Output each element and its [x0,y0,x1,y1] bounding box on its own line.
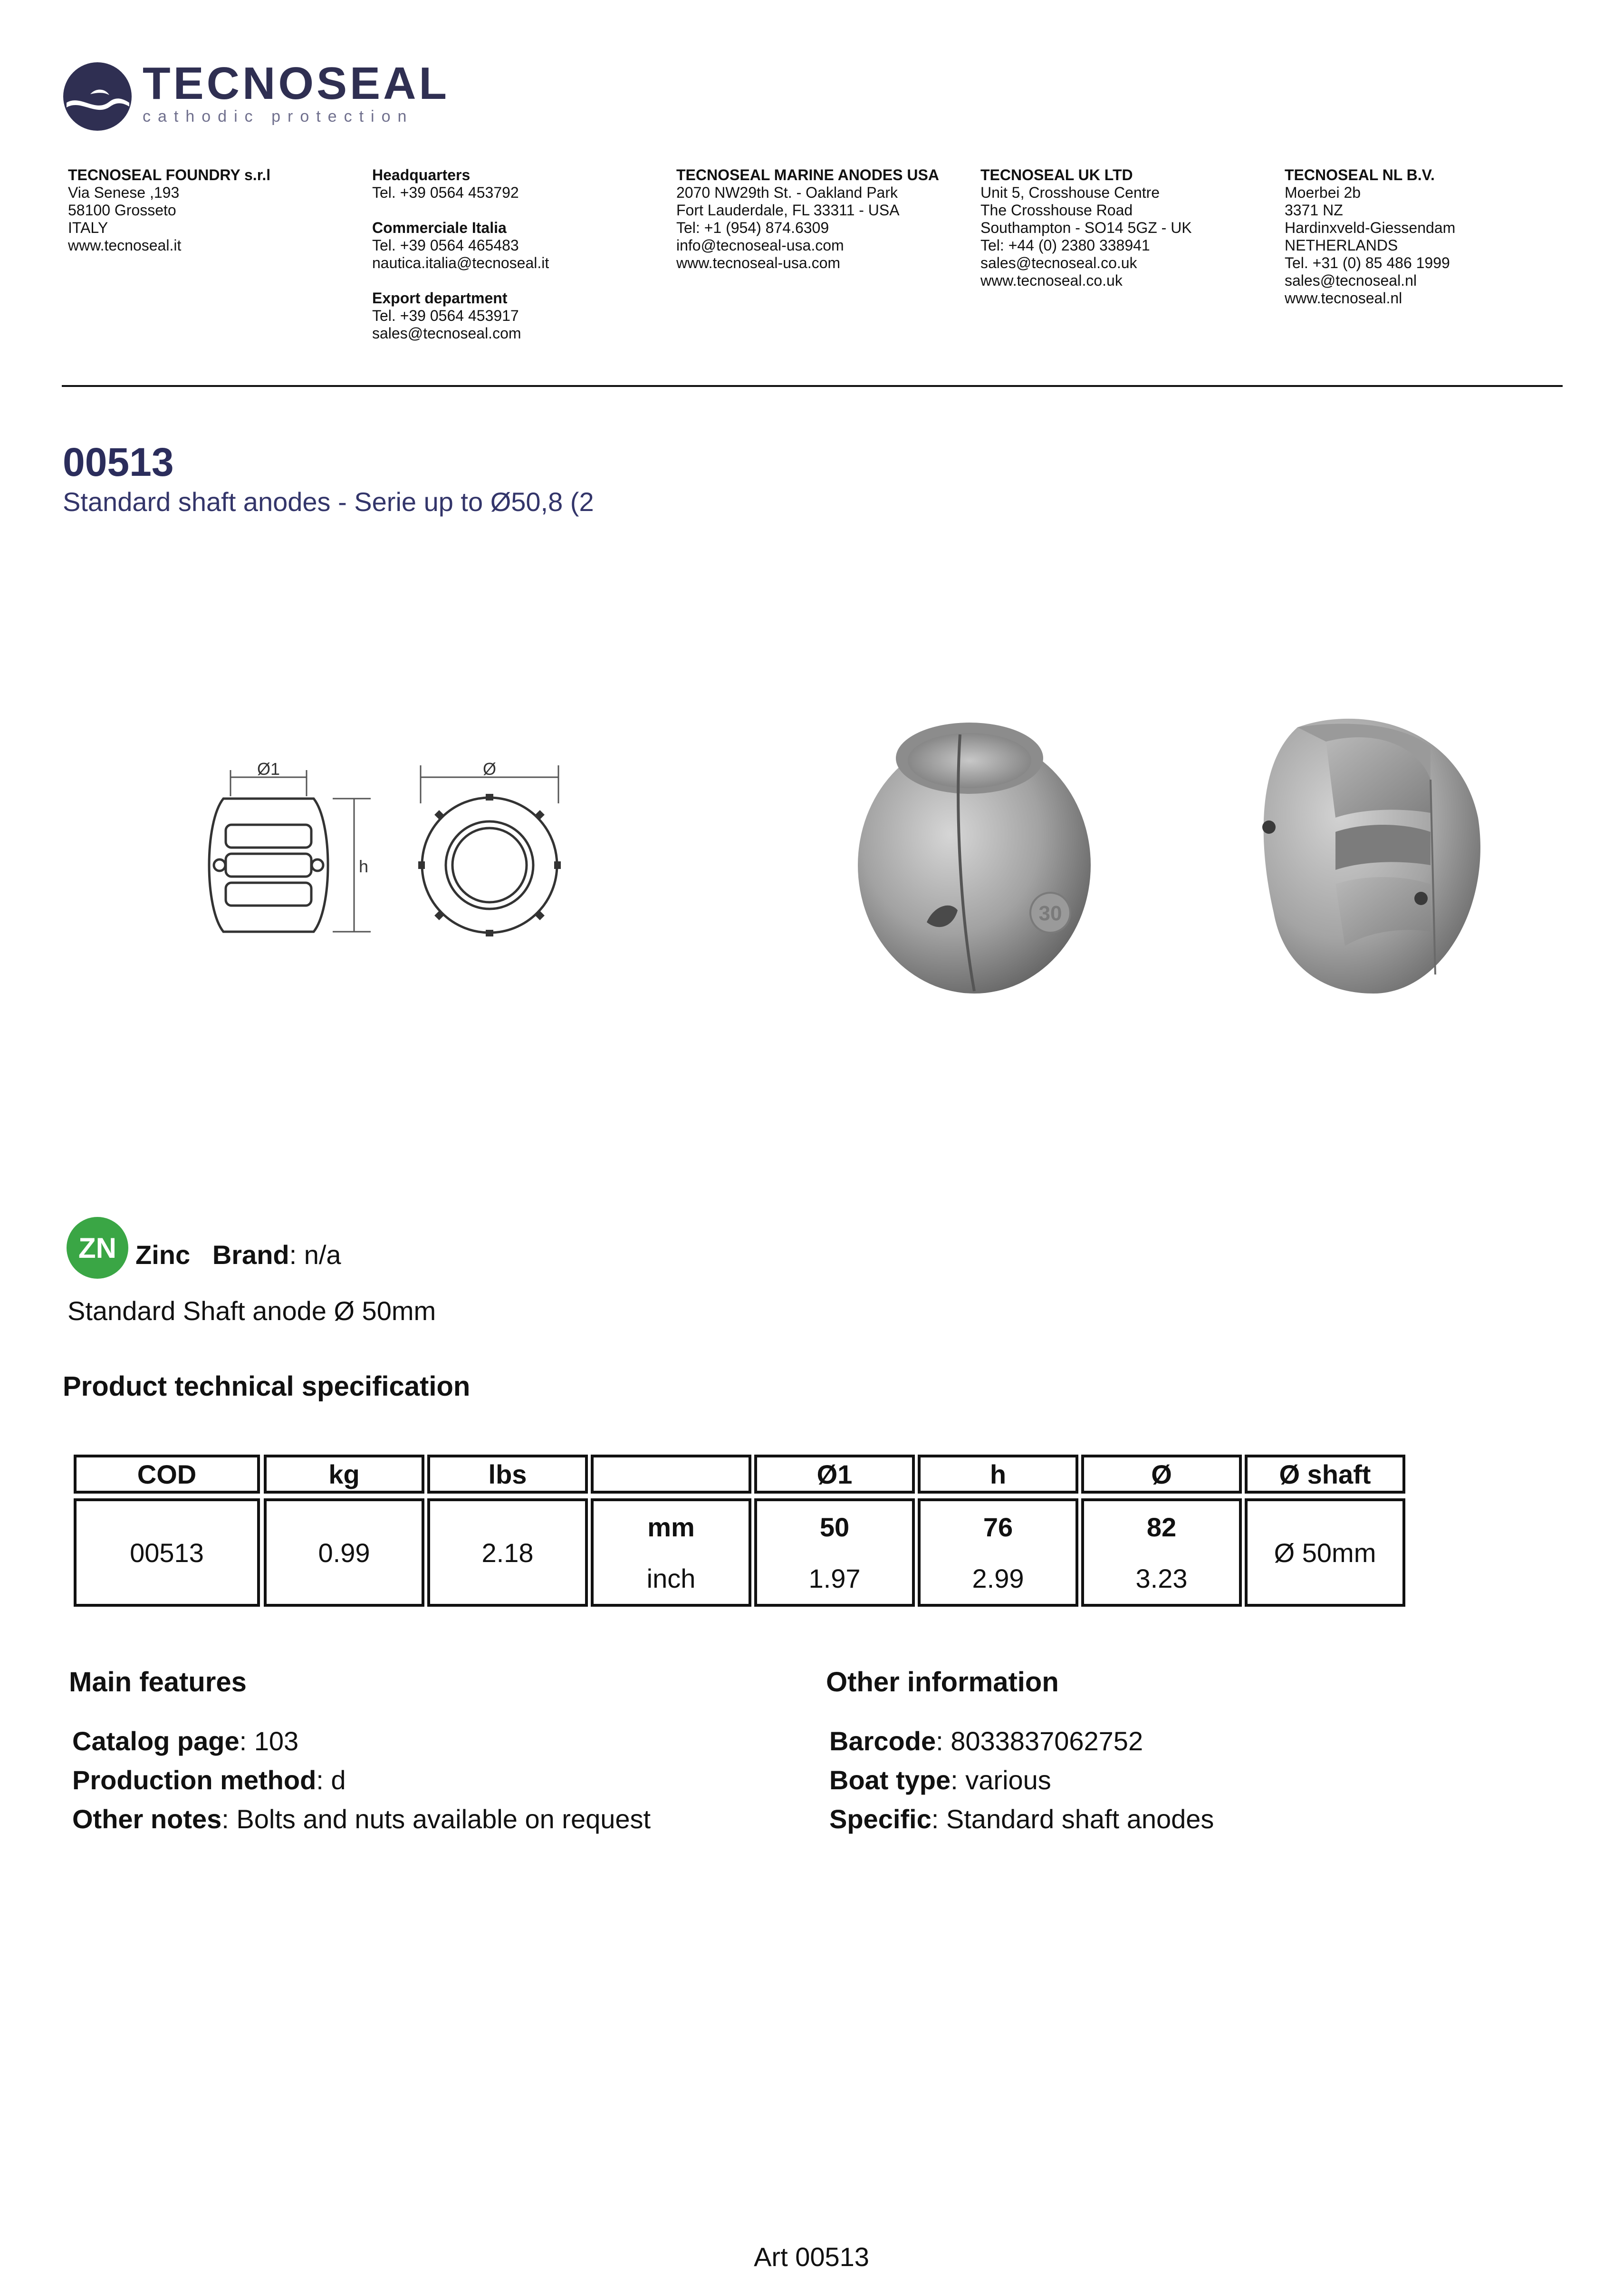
info-item [829,1722,1214,1761]
spec-table [74,1455,1404,1607]
office-line: Tel: +44 (0) 2380 338941 [980,237,1150,254]
brand-name: TECNOSEAL [143,58,450,109]
info-item [829,1800,1214,1839]
feature-item [72,1722,651,1761]
table-cell-lbs: 2.18 [427,1498,588,1607]
office-title: TECNOSEAL MARINE ANODES USA [676,166,939,183]
feature-item [72,1761,651,1800]
info-key: Boat type [829,1765,951,1795]
table-cell-units [591,1498,751,1607]
front-view-notches [418,794,561,936]
office-uk [980,166,1285,289]
table-header-cell: Ø shaft [1245,1455,1405,1494]
office-line: Tel. +39 0564 465483 [372,237,519,254]
feature-key: Catalog page [72,1726,240,1756]
office-line: Fort Lauderdale, FL 33311 - USA [676,202,900,219]
office-website-link[interactable]: www.tecnoseal-usa.com [676,254,841,271]
product-code: 00513 [63,440,174,484]
technical-drawing [190,751,585,946]
d1-mm: 50 [819,1512,850,1542]
side-view [209,799,328,932]
unit-mm: mm [647,1512,695,1542]
spec-heading: Product technical specification [63,1371,471,1402]
office-usa [676,166,980,272]
product-photo-half [1240,708,1492,1003]
table-header-cell: Ø [1081,1455,1242,1494]
office-line: 58100 Grosseto [68,202,176,219]
photo-mark-text: 30 [1038,902,1062,925]
info-value: : Standard shaft anodes [931,1804,1214,1834]
office-website-link[interactable]: www.tecnoseal.it [68,237,182,254]
footer-article-number: Art 00513 [754,2242,869,2272]
office-line: 2070 NW29th St. - Oakland Park [676,184,898,201]
dimension-label-h: h [359,857,369,876]
table-cell-d1 [754,1498,915,1607]
office-section-title: Export department [372,289,508,307]
material-name: Zinc [135,1240,191,1270]
material-line [135,1242,341,1268]
office-headquarters [372,166,676,342]
brand-value: : n/a [289,1240,341,1270]
main-features-heading: Main features [69,1667,247,1698]
office-email-link[interactable]: info@tecnoseal-usa.com [676,237,844,254]
brand-label: Brand [212,1240,289,1270]
office-line: Tel: +1 (954) 874.6309 [676,219,829,236]
h-inch: 2.99 [972,1563,1024,1593]
tecnoseal-logo-icon [62,61,133,132]
office-email-link[interactable]: sales@tecnoseal.com [372,325,521,342]
feature-value: : d [316,1765,346,1795]
office-line: ITALY [68,219,108,236]
office-website-link[interactable]: www.tecnoseal.co.uk [980,272,1123,289]
table-cell-kg: 0.99 [264,1498,424,1607]
product-description: Standard Shaft anode Ø 50mm [67,1296,436,1326]
office-title: Headquarters [372,166,471,183]
office-line: Tel. +39 0564 453792 [372,184,519,201]
table-cell-h [918,1498,1078,1607]
d-mm: 82 [1146,1512,1177,1542]
info-item [829,1761,1214,1800]
other-info-list [829,1722,1214,1839]
product-photo-front [851,713,1098,998]
office-line: Southampton - SO14 5GZ - UK [980,219,1192,236]
feature-value: : 103 [239,1726,299,1756]
zinc-badge-icon: ZN [67,1217,128,1279]
info-key: Barcode [829,1726,936,1756]
office-section-title: Commerciale Italia [372,219,507,236]
office-line: 3371 NZ [1285,202,1343,219]
feature-key: Production method [72,1765,317,1795]
brand-tagline: cathodic protection [143,107,414,125]
table-header-cell: lbs [427,1455,588,1494]
main-features-list [72,1722,651,1839]
office-title: TECNOSEAL NL B.V. [1285,166,1435,183]
office-email-link[interactable]: sales@tecnoseal.co.uk [980,254,1137,271]
product-subtitle: Standard shaft anodes - Serie up to Ø50,8 (2 [63,487,594,517]
d1-inch: 1.97 [808,1563,861,1593]
office-line: Moerbei 2b [1285,184,1361,201]
header-divider [62,385,1563,387]
table-header-cell: COD [74,1455,260,1494]
office-line: Via Senese ,193 [68,184,180,201]
table-cell-shaft: Ø 50mm [1245,1498,1405,1607]
office-line: NETHERLANDS [1285,237,1398,254]
info-value: : various [951,1765,1051,1795]
table-header-cell: h [918,1455,1078,1494]
front-view [422,798,557,933]
feature-value: : Bolts and nuts available on request [221,1804,651,1834]
dimension-label-d: Ø [482,759,497,779]
office-foundry [68,166,372,254]
office-line: Unit 5, Crosshouse Centre [980,184,1160,201]
table-header-cell [591,1455,751,1494]
info-value: : 8033837062752 [936,1726,1143,1756]
h-mm: 76 [983,1512,1013,1542]
office-title: TECNOSEAL FOUNDRY s.r.l [68,166,271,183]
other-info-heading: Other information [826,1667,1059,1698]
office-line: Tel. +31 (0) 85 486 1999 [1285,254,1450,271]
dimension-label-d1: Ø1 [257,759,280,779]
office-email-link[interactable]: nautica.italia@tecnoseal.it [372,254,549,271]
feature-item [72,1800,651,1839]
office-title: TECNOSEAL UK LTD [980,166,1133,183]
table-header-cell: kg [264,1455,424,1494]
office-line: Tel. +39 0564 453917 [372,307,519,324]
photo-mark [1030,893,1070,933]
office-nl [1285,166,1589,307]
d-inch: 3.23 [1135,1563,1188,1593]
office-website-link[interactable]: www.tecnoseal.nl [1285,289,1402,307]
office-email-link[interactable]: sales@tecnoseal.nl [1285,272,1417,289]
table-cell-cod: 00513 [74,1498,260,1607]
feature-key: Other notes [72,1804,222,1834]
unit-inch: inch [646,1563,696,1593]
info-key: Specific [829,1804,932,1834]
table-header-cell: Ø1 [754,1455,915,1494]
table-cell-d [1081,1498,1242,1607]
office-line: The Crosshouse Road [980,202,1133,219]
office-line: Hardinxveld-Giessendam [1285,219,1456,236]
